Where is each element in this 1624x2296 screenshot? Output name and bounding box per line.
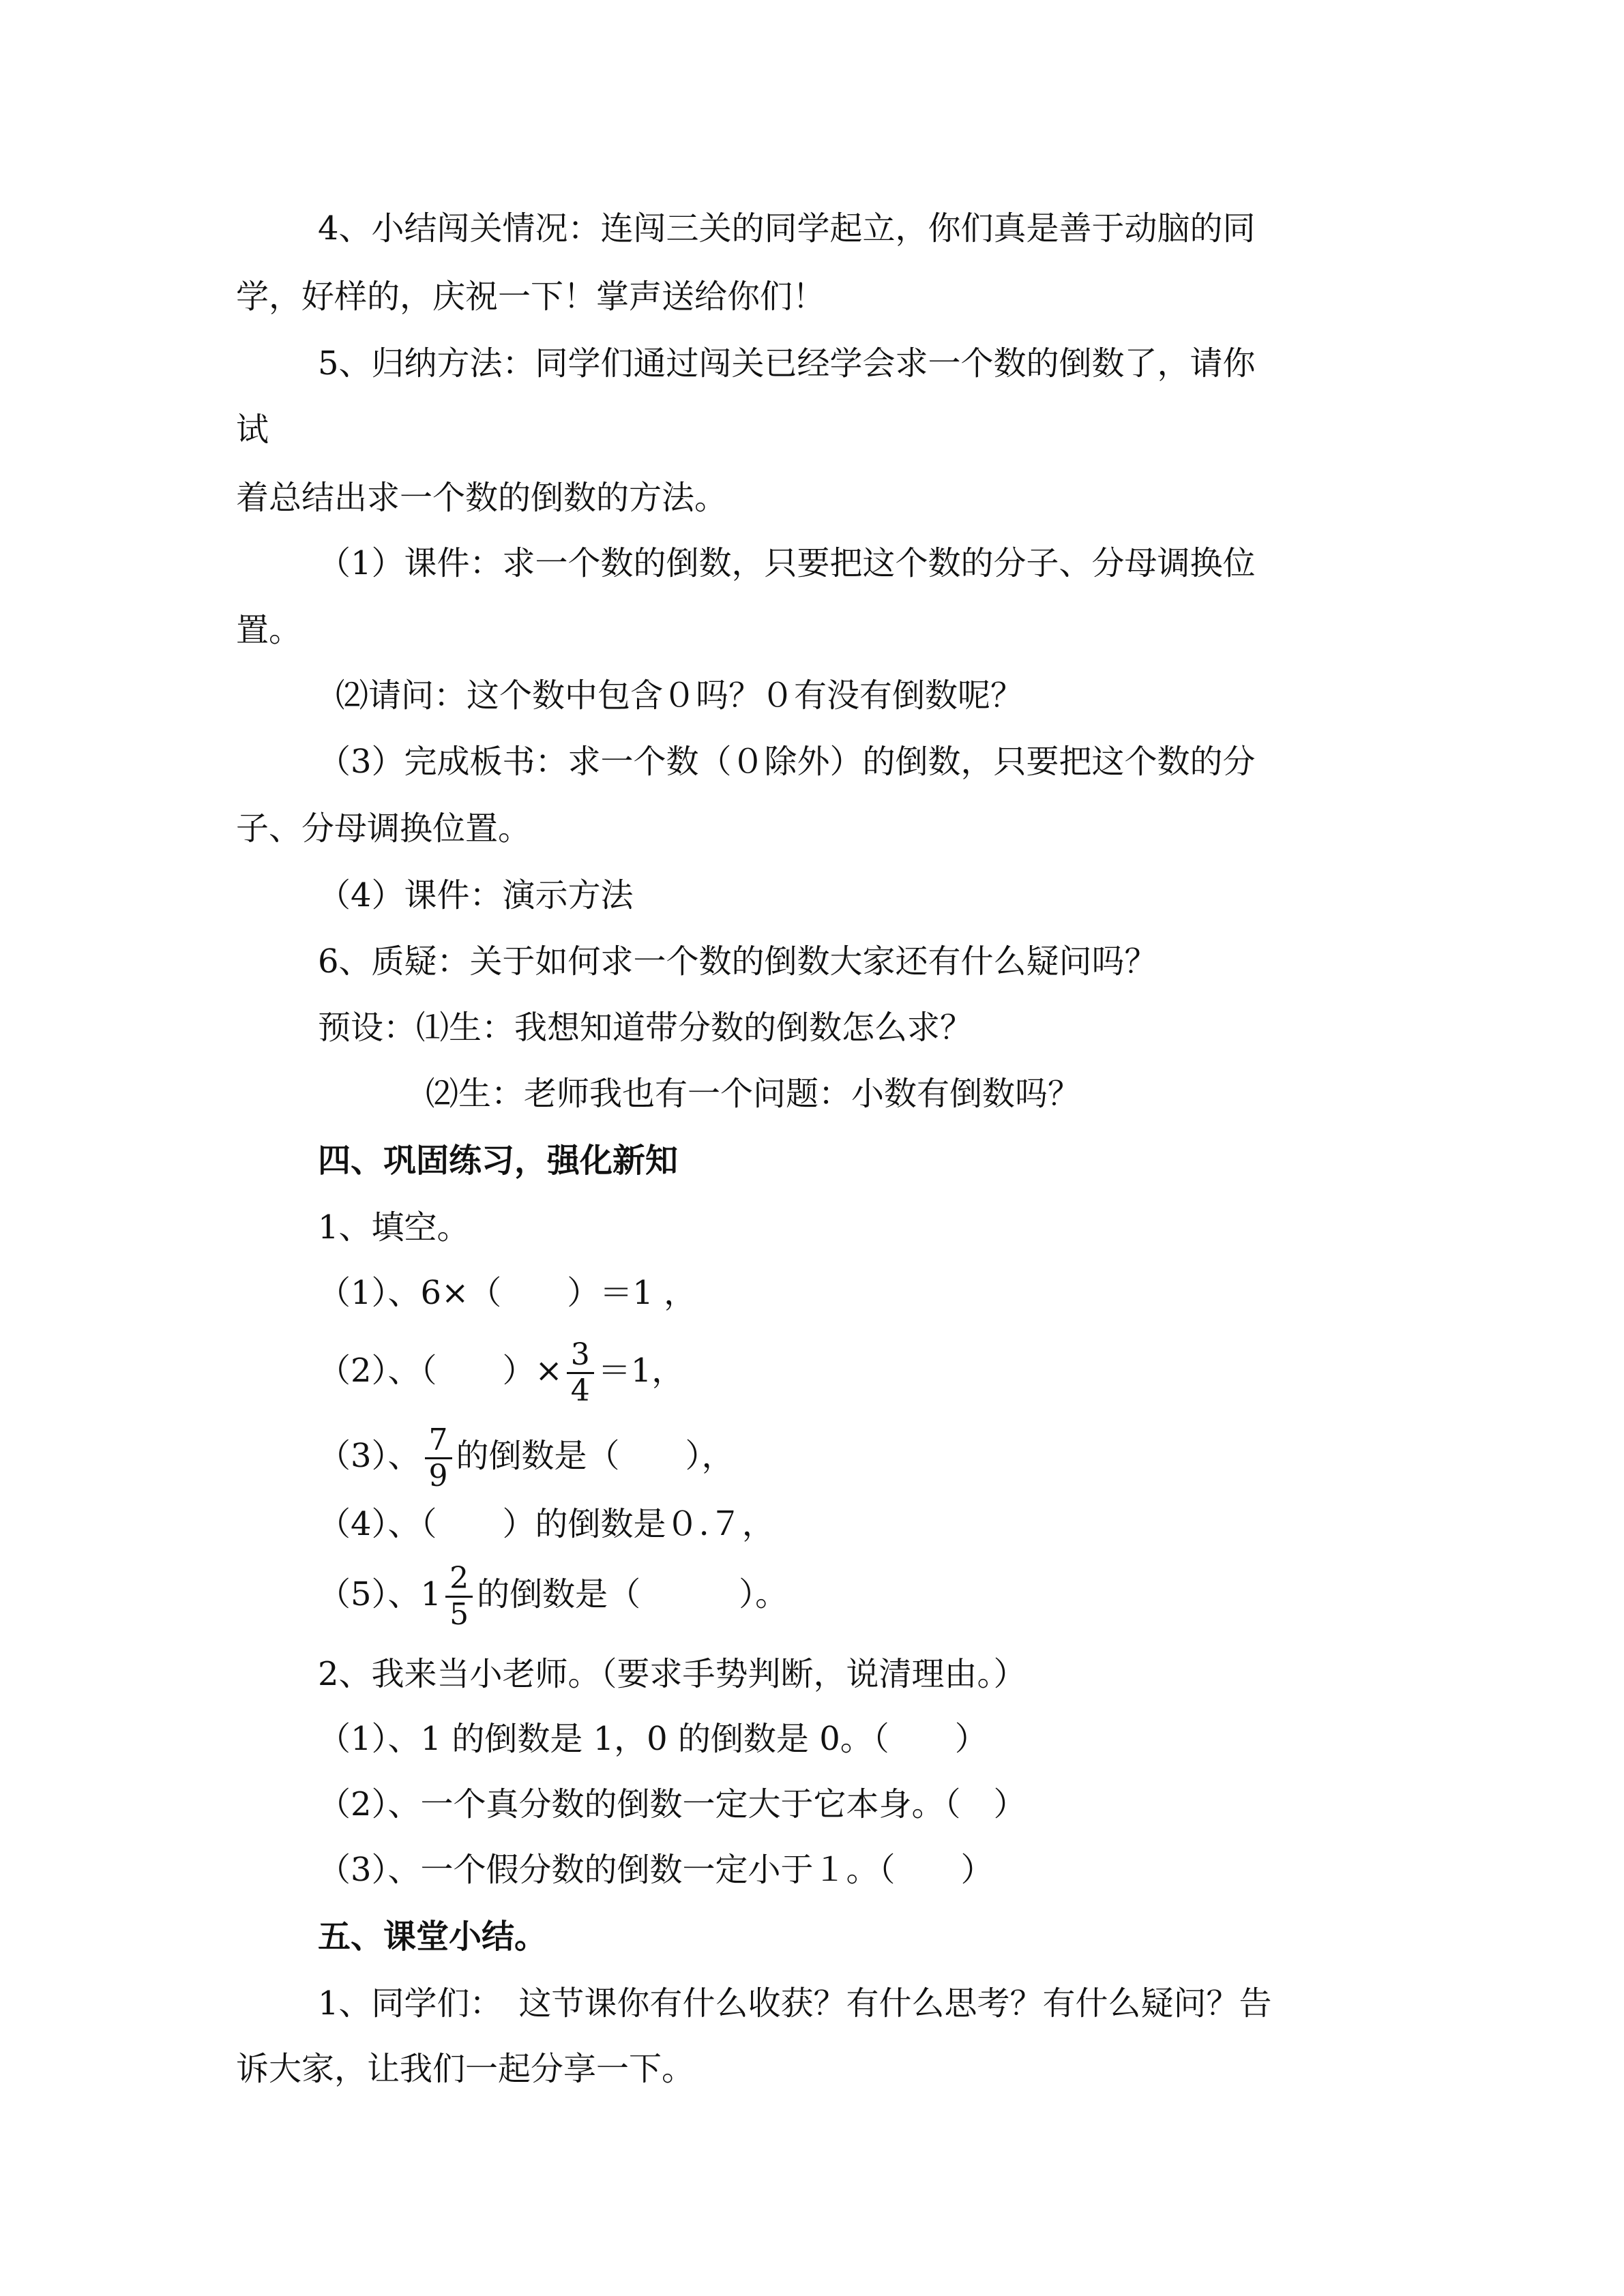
sub-item-3-line-2: 子、分母调换位置。 bbox=[236, 809, 531, 848]
fill-blank-5-before: （5）、1 bbox=[318, 1575, 442, 1613]
fill-blank-2-after: ＝1， bbox=[597, 1352, 685, 1390]
paragraph-4-line-2: 学，好样的，庆祝一下！掌声送给你们！ bbox=[236, 278, 826, 316]
paragraph-4-line-1: 4、小结闯关情况：连闯三关的同学起立，你们真是善于动脑的同 bbox=[318, 209, 1256, 248]
fill-blank-2-before: （2）、（ ）× bbox=[318, 1352, 563, 1390]
sub-item-4: （4）课件：演示方法 bbox=[318, 876, 634, 914]
fill-blank-1: （1）、6×（ ）＝1 ， bbox=[318, 1274, 697, 1312]
fill-blank-4: （4）、（ ）的倒数是０.７， bbox=[318, 1505, 775, 1543]
fraction-numerator: 7 bbox=[425, 1423, 452, 1459]
judge-item-1: （1）、1 的倒数是 1，0 的倒数是 0。（ ） bbox=[318, 1720, 988, 1758]
fraction-denominator: 4 bbox=[570, 1373, 590, 1408]
paragraph-5-line-1: 5、归纳方法：同学们通过闯关已经学会求一个数的倒数了，请你 bbox=[318, 344, 1256, 383]
fraction-denominator: 5 bbox=[449, 1597, 469, 1632]
fill-blank-5-after: 的倒数是（ ）。 bbox=[477, 1575, 788, 1613]
preset-line-2: ⑵生：老师我也有一个问题：小数有倒数吗？ bbox=[426, 1075, 1081, 1113]
fraction-denominator: 9 bbox=[428, 1459, 448, 1493]
fill-blank-3 bbox=[318, 1423, 735, 1493]
preset-line-1: 预设：⑴生：我想知道带分数的倒数怎么求？ bbox=[318, 1009, 973, 1047]
sub-item-3-line-1: （3）完成板书：求一个数（０除外）的倒数，只要把这个数的分 bbox=[318, 743, 1256, 781]
fraction-three-quarters bbox=[567, 1338, 594, 1408]
section-4-heading: 四、巩固练习，强化新知 bbox=[318, 1142, 679, 1180]
summary-line-1: 1、同学们： 这节课你有什么收获？有什么思考？有什么疑问？告 bbox=[318, 1984, 1272, 2023]
sub-item-2: ⑵请问：这个数中包含０吗？０有没有倒数呢？ bbox=[336, 676, 1024, 715]
fill-blank-3-after: 的倒数是（ ）， bbox=[456, 1437, 735, 1475]
summary-line-2: 诉大家，让我们一起分享一下。 bbox=[236, 2050, 695, 2088]
judge-item-2: （2）、一个真分数的倒数一定大于它本身。（ ） bbox=[318, 1785, 1027, 1823]
fraction-seven-ninths bbox=[425, 1423, 452, 1493]
fraction-numerator: 2 bbox=[445, 1562, 473, 1598]
sub-item-1-line-2: 置。 bbox=[236, 611, 302, 649]
question-1-title: 1、填空。 bbox=[318, 1208, 470, 1247]
paragraph-5-line-2: 试 bbox=[236, 411, 269, 449]
fill-blank-2 bbox=[318, 1338, 684, 1408]
fill-blank-5 bbox=[318, 1562, 788, 1632]
fraction-two-fifths bbox=[445, 1562, 473, 1632]
sub-item-1-line-1: （1）课件：求一个数的倒数，只要把这个数的分子、分母调换位 bbox=[318, 544, 1256, 582]
section-5-heading: 五、课堂小结。 bbox=[318, 1918, 548, 1956]
fraction-numerator: 3 bbox=[567, 1338, 594, 1374]
fill-blank-3-before: （3）、 bbox=[318, 1437, 421, 1475]
paragraph-5-line-3: 着总结出求一个数的倒数的方法。 bbox=[236, 479, 728, 517]
question-2-title: 2、我来当小老师。（要求手势判断，说清理由。） bbox=[318, 1655, 1027, 1693]
paragraph-6: 6、质疑：关于如何求一个数的倒数大家还有什么疑问吗？ bbox=[318, 942, 1157, 981]
judge-item-3: （3）、一个假分数的倒数一定小于１。（ ） bbox=[318, 1851, 994, 1889]
